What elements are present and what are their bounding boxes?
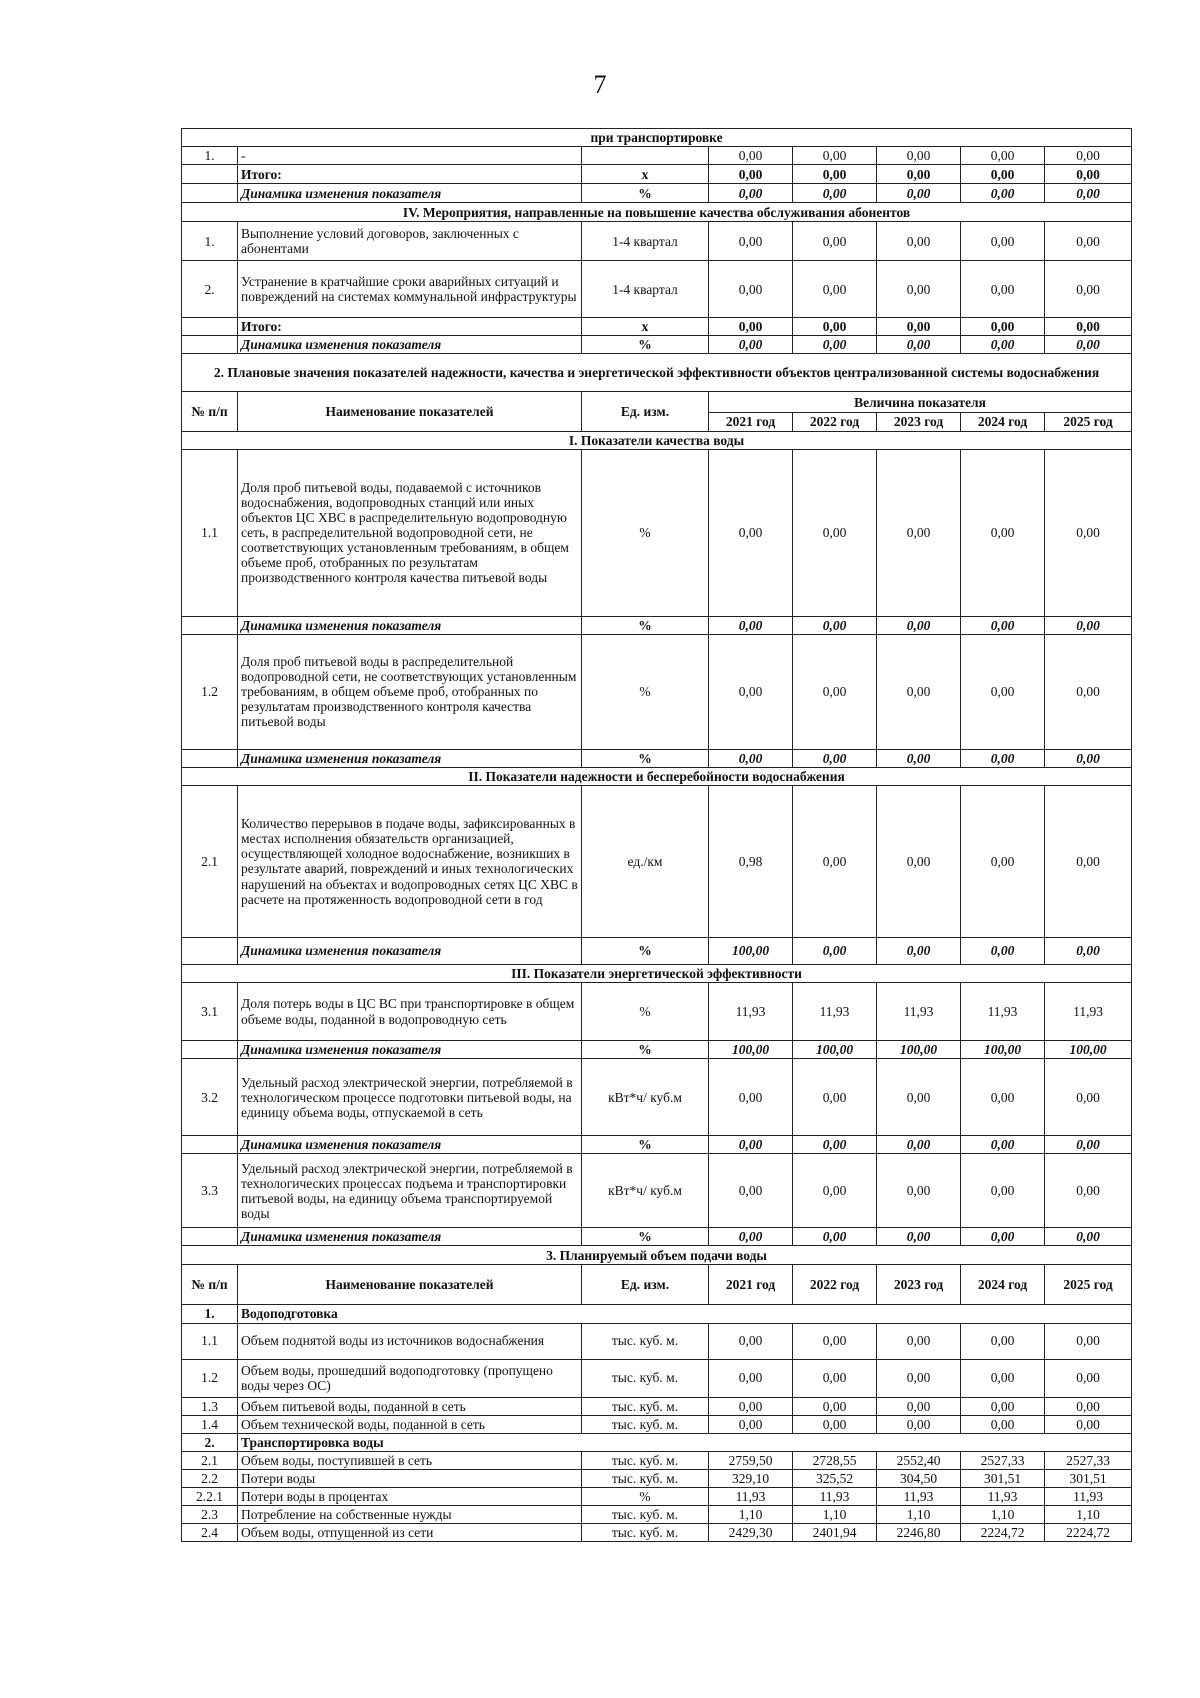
table-row <box>182 1415 1132 1433</box>
value-cell: 0,00 <box>961 222 1045 261</box>
value-cell: 0,00 <box>793 147 877 165</box>
value-cell: 0,00 <box>961 634 1045 749</box>
row-number: 2. <box>182 1433 238 1451</box>
value-cell: 0,00 <box>793 261 877 318</box>
table-row <box>182 129 1132 147</box>
value-cell: 0,00 <box>709 165 793 184</box>
row-unit: ед./км <box>582 785 709 937</box>
value-cell: 0,00 <box>961 937 1045 964</box>
row-name: - <box>238 147 582 165</box>
header-year: 2024 год <box>961 1265 1045 1305</box>
section-heading: II. Показатели надежности и бесперебойности водоснабжения <box>182 767 1132 785</box>
row-unit: % <box>582 749 709 767</box>
page-number: 7 <box>593 70 607 99</box>
header-year: 2022 год <box>793 1265 877 1305</box>
value-cell: 2527,33 <box>1045 1451 1132 1469</box>
value-cell: 0,00 <box>961 336 1045 354</box>
value-cell: 0,00 <box>709 147 793 165</box>
row-name: Выполнение условий договоров, заключенных с абонентами <box>238 222 582 261</box>
row-number <box>182 165 238 184</box>
row-name: Динамика изменения показателя <box>238 184 582 203</box>
value-cell: 100,00 <box>961 1041 1045 1059</box>
header-year: 2025 год <box>1045 1265 1132 1305</box>
indicators-table <box>181 128 1132 1542</box>
table-row <box>182 1323 1132 1359</box>
value-cell: 304,50 <box>877 1469 961 1487</box>
value-cell: 301,51 <box>1045 1469 1132 1487</box>
value-cell: 0,00 <box>1045 785 1132 937</box>
header-no: № п/п <box>182 1265 238 1305</box>
value-cell: 0,00 <box>793 1415 877 1433</box>
value-cell: 0,00 <box>709 184 793 203</box>
row-unit: % <box>582 1488 709 1506</box>
value-cell: 1,10 <box>877 1506 961 1524</box>
value-cell: 0,00 <box>961 1059 1045 1136</box>
row-unit: тыс. куб. м. <box>582 1469 709 1487</box>
header-year: 2021 год <box>709 413 793 431</box>
header-no: № п/п <box>182 392 238 431</box>
row-unit: тыс. куб. м. <box>582 1451 709 1469</box>
value-cell: 1,10 <box>1045 1506 1132 1524</box>
row-unit: х <box>582 318 709 336</box>
value-cell: 0,00 <box>709 261 793 318</box>
header-unit: Ед. изм. <box>582 392 709 431</box>
value-cell: 0,00 <box>961 1397 1045 1415</box>
row-name: Динамика изменения показателя <box>238 1041 582 1059</box>
row-unit: % <box>582 937 709 964</box>
header-year: 2025 год <box>1045 413 1132 431</box>
table-title: 2. Плановые значения показателей надежности, качества и энергетической эффективности объектов централизованной системы водоснабжения <box>182 354 1132 392</box>
table-row <box>182 634 1132 749</box>
value-cell: 0,00 <box>877 1228 961 1246</box>
value-cell: 0,00 <box>793 449 877 616</box>
row-number: 1. <box>182 1305 238 1323</box>
row-number: 3.2 <box>182 1059 238 1136</box>
value-cell: 0,00 <box>1045 1323 1132 1359</box>
table-row <box>182 983 1132 1041</box>
row-name: Динамика изменения показателя <box>238 1136 582 1154</box>
table-row <box>182 354 1132 392</box>
row-unit: % <box>582 634 709 749</box>
value-cell: 0,00 <box>961 1415 1045 1433</box>
value-cell: 0,00 <box>877 1397 961 1415</box>
value-cell: 0,00 <box>1045 634 1132 749</box>
group-heading: Водоподготовка <box>238 1305 1132 1323</box>
table-row <box>182 1305 1132 1323</box>
table-row <box>182 749 1132 767</box>
row-name: Устранение в кратчайшие сроки аварийных ситуаций и повреждений на системах коммунальной инфраструктуры <box>238 261 582 318</box>
row-name: Потребление на собственные нужды <box>238 1506 582 1524</box>
value-cell: 0,00 <box>793 222 877 261</box>
value-cell: 11,93 <box>877 1488 961 1506</box>
value-cell: 0,00 <box>877 634 961 749</box>
value-cell: 0,00 <box>961 1323 1045 1359</box>
value-cell: 0,00 <box>709 1323 793 1359</box>
header-name: Наименование показателей <box>238 392 582 431</box>
value-cell: 2728,55 <box>793 1451 877 1469</box>
value-cell: 0,00 <box>709 1059 793 1136</box>
row-unit: х <box>582 165 709 184</box>
row-number <box>182 1136 238 1154</box>
table-row <box>182 767 1132 785</box>
row-number: 1. <box>182 222 238 261</box>
value-cell: 0,98 <box>709 785 793 937</box>
section-heading: I. Показатели качества воды <box>182 431 1132 449</box>
value-cell: 0,00 <box>877 785 961 937</box>
value-cell: 0,00 <box>877 184 961 203</box>
value-cell: 0,00 <box>793 785 877 937</box>
table-row <box>182 261 1132 318</box>
value-cell: 1,10 <box>709 1506 793 1524</box>
header-year: 2023 год <box>877 413 961 431</box>
value-cell: 301,51 <box>961 1469 1045 1487</box>
table-row <box>182 165 1132 184</box>
value-cell: 0,00 <box>1045 449 1132 616</box>
value-cell: 0,00 <box>1045 1059 1132 1136</box>
row-number <box>182 336 238 354</box>
row-unit: % <box>582 1228 709 1246</box>
header-year: 2021 год <box>709 1265 793 1305</box>
section-heading: IV. Мероприятия, направленные на повышение качества обслуживания абонентов <box>182 203 1132 222</box>
value-cell: 329,10 <box>709 1469 793 1487</box>
table-row <box>182 336 1132 354</box>
row-name: Удельный расход электрической энергии, потребляемой в технологических процессах подъема и транспортировки питьевой воды, на единицу объема транспортируемой воды <box>238 1154 582 1228</box>
table-row <box>182 785 1132 937</box>
group-heading: Транспортировка воды <box>238 1433 1132 1451</box>
value-cell: 0,00 <box>961 1359 1045 1397</box>
value-cell: 11,93 <box>1045 1488 1132 1506</box>
value-cell: 0,00 <box>1045 184 1132 203</box>
row-unit: кВт*ч/ куб.м <box>582 1154 709 1228</box>
value-cell: 0,00 <box>793 1059 877 1136</box>
row-unit: % <box>582 616 709 634</box>
value-cell: 0,00 <box>793 1397 877 1415</box>
value-cell: 100,00 <box>793 1041 877 1059</box>
value-cell: 0,00 <box>1045 749 1132 767</box>
value-cell: 0,00 <box>877 749 961 767</box>
row-number: 2.1 <box>182 785 238 937</box>
value-cell: 0,00 <box>793 165 877 184</box>
table-row <box>182 203 1132 222</box>
table-row <box>182 964 1132 982</box>
row-number: 2.2 <box>182 1469 238 1487</box>
row-name: Динамика изменения показателя <box>238 1228 582 1246</box>
value-cell: 2224,72 <box>1045 1524 1132 1542</box>
value-cell: 0,00 <box>1045 261 1132 318</box>
row-name: Объем технической воды, поданной в сеть <box>238 1415 582 1433</box>
table-row <box>182 1433 1132 1451</box>
value-cell: 11,93 <box>961 983 1045 1041</box>
value-cell: 100,00 <box>877 1041 961 1059</box>
row-name: Доля потерь воды в ЦС ВС при транспортировке в общем объеме воды, поданной в водопроводную сеть <box>238 983 582 1041</box>
value-cell: 0,00 <box>793 1359 877 1397</box>
row-unit: % <box>582 1041 709 1059</box>
row-number: 1.2 <box>182 634 238 749</box>
table-row <box>182 449 1132 616</box>
row-number: 3.1 <box>182 983 238 1041</box>
value-cell: 0,00 <box>1045 1136 1132 1154</box>
row-number: 2.1 <box>182 1451 238 1469</box>
row-name: Объем воды, поступившей в сеть <box>238 1451 582 1469</box>
row-number <box>182 318 238 336</box>
row-number: 2.3 <box>182 1506 238 1524</box>
table-row <box>182 222 1132 261</box>
header-year: 2023 год <box>877 1265 961 1305</box>
value-cell: 0,00 <box>1045 1228 1132 1246</box>
row-name: Удельный расход электрической энергии, потребляемой в технологическом процессе подготовки питьевой воды, на единицу объема воды, отпускаемой в сеть <box>238 1059 582 1136</box>
value-cell: 0,00 <box>793 318 877 336</box>
value-cell: 0,00 <box>793 1154 877 1228</box>
value-cell: 0,00 <box>1045 1359 1132 1397</box>
value-cell: 0,00 <box>877 222 961 261</box>
row-name: Потери воды <box>238 1469 582 1487</box>
value-cell: 0,00 <box>793 1228 877 1246</box>
header-year: 2022 год <box>793 413 877 431</box>
value-cell: 0,00 <box>1045 1415 1132 1433</box>
value-cell: 0,00 <box>793 184 877 203</box>
row-number <box>182 1228 238 1246</box>
row-unit: тыс. куб. м. <box>582 1323 709 1359</box>
row-unit: % <box>582 449 709 616</box>
value-cell: 0,00 <box>877 1323 961 1359</box>
value-cell: 0,00 <box>877 937 961 964</box>
row-number: 1.1 <box>182 1323 238 1359</box>
value-cell: 11,93 <box>961 1488 1045 1506</box>
value-cell: 0,00 <box>1045 147 1132 165</box>
row-number: 1.3 <box>182 1397 238 1415</box>
value-cell: 0,00 <box>877 449 961 616</box>
value-cell: 0,00 <box>793 749 877 767</box>
row-name: Объем воды, прошедший водоподготовку (пропущено воды через ОС) <box>238 1359 582 1397</box>
header-name: Наименование показателей <box>238 1265 582 1305</box>
table-row <box>182 1524 1132 1542</box>
row-name: Итого: <box>238 165 582 184</box>
value-cell: 0,00 <box>961 165 1045 184</box>
value-cell: 0,00 <box>961 261 1045 318</box>
row-number <box>182 937 238 964</box>
value-cell: 0,00 <box>961 749 1045 767</box>
table-row <box>182 1246 1132 1265</box>
row-number: 2. <box>182 261 238 318</box>
row-name: Потери воды в процентах <box>238 1488 582 1506</box>
row-number <box>182 1041 238 1059</box>
value-cell: 0,00 <box>709 1154 793 1228</box>
table-row <box>182 1228 1132 1246</box>
value-cell: 0,00 <box>709 1359 793 1397</box>
value-cell: 100,00 <box>1045 1041 1132 1059</box>
value-cell: 0,00 <box>709 1397 793 1415</box>
row-unit: тыс. куб. м. <box>582 1359 709 1397</box>
value-cell: 0,00 <box>961 318 1045 336</box>
header-unit: Ед. изм. <box>582 1265 709 1305</box>
table-row <box>182 937 1132 964</box>
value-cell: 0,00 <box>1045 937 1132 964</box>
value-cell: 100,00 <box>709 937 793 964</box>
value-cell: 0,00 <box>793 336 877 354</box>
value-cell: 0,00 <box>877 261 961 318</box>
value-cell: 2401,94 <box>793 1524 877 1542</box>
value-cell: 0,00 <box>793 1136 877 1154</box>
row-number <box>182 749 238 767</box>
table-row <box>182 1059 1132 1136</box>
value-cell: 0,00 <box>877 1154 961 1228</box>
value-cell: 11,93 <box>793 1488 877 1506</box>
row-unit: тыс. куб. м. <box>582 1524 709 1542</box>
table-row <box>182 431 1132 449</box>
value-cell: 0,00 <box>877 147 961 165</box>
value-cell: 0,00 <box>793 1323 877 1359</box>
row-name: Объем поднятой воды из источников водоснабжения <box>238 1323 582 1359</box>
value-cell: 0,00 <box>709 449 793 616</box>
value-cell: 0,00 <box>961 616 1045 634</box>
row-name: Динамика изменения показателя <box>238 336 582 354</box>
value-cell: 1,10 <box>961 1506 1045 1524</box>
value-cell: 0,00 <box>877 165 961 184</box>
value-cell: 0,00 <box>709 1228 793 1246</box>
row-number <box>182 184 238 203</box>
row-unit: тыс. куб. м. <box>582 1415 709 1433</box>
value-cell: 0,00 <box>961 785 1045 937</box>
section-heading: III. Показатели энергетической эффективности <box>182 964 1132 982</box>
row-number: 1. <box>182 147 238 165</box>
row-unit: % <box>582 1136 709 1154</box>
table-row <box>182 1488 1132 1506</box>
table-row <box>182 318 1132 336</box>
row-name: Доля проб питьевой воды, подаваемой с источников водоснабжения, водопроводных станций или иных объектов ЦС ХВС в распределительную водопроводную сеть, в распределительной водопроводной сети, не соответствующих установленным требованиям, в общем объеме проб, отобранных по результатам производственного контроля качества питьевой воды <box>238 449 582 616</box>
row-name: Динамика изменения показателя <box>238 749 582 767</box>
table-row <box>182 1469 1132 1487</box>
value-cell: 1,10 <box>793 1506 877 1524</box>
row-number: 3.3 <box>182 1154 238 1228</box>
table-row <box>182 1359 1132 1397</box>
value-cell: 0,00 <box>709 318 793 336</box>
value-cell: 2429,30 <box>709 1524 793 1542</box>
value-cell: 11,93 <box>709 983 793 1041</box>
value-cell: 0,00 <box>709 634 793 749</box>
value-cell: 0,00 <box>961 1228 1045 1246</box>
value-cell: 0,00 <box>1045 1154 1132 1228</box>
table-row <box>182 1136 1132 1154</box>
value-cell: 0,00 <box>793 937 877 964</box>
value-cell: 0,00 <box>961 147 1045 165</box>
value-cell: 0,00 <box>1045 318 1132 336</box>
table-row <box>182 1265 1132 1305</box>
row-number: 1.4 <box>182 1415 238 1433</box>
value-cell: 0,00 <box>1045 1397 1132 1415</box>
value-cell: 0,00 <box>961 1154 1045 1228</box>
value-cell: 0,00 <box>793 634 877 749</box>
row-unit: тыс. куб. м. <box>582 1397 709 1415</box>
value-cell: 0,00 <box>1045 616 1132 634</box>
value-cell: 2246,80 <box>877 1524 961 1542</box>
value-cell: 0,00 <box>709 749 793 767</box>
row-name: Объем воды, отпущенной из сети <box>238 1524 582 1542</box>
row-name: Итого: <box>238 318 582 336</box>
row-unit: % <box>582 184 709 203</box>
table-row <box>182 1506 1132 1524</box>
value-cell: 0,00 <box>877 1136 961 1154</box>
value-cell: 0,00 <box>709 1136 793 1154</box>
value-cell: 325,52 <box>793 1469 877 1487</box>
section-heading: при транспортировке <box>182 129 1132 147</box>
row-unit: кВт*ч/ куб.м <box>582 1059 709 1136</box>
value-cell: 11,93 <box>793 983 877 1041</box>
value-cell: 11,93 <box>1045 983 1132 1041</box>
value-cell: 11,93 <box>709 1488 793 1506</box>
row-name: Объем питьевой воды, поданной в сеть <box>238 1397 582 1415</box>
row-number: 1.1 <box>182 449 238 616</box>
row-name: Динамика изменения показателя <box>238 937 582 964</box>
value-cell: 0,00 <box>877 336 961 354</box>
row-number: 2.2.1 <box>182 1488 238 1506</box>
value-cell: 0,00 <box>877 1059 961 1136</box>
header-year: 2024 год <box>961 413 1045 431</box>
value-cell: 0,00 <box>709 1415 793 1433</box>
table-row <box>182 147 1132 165</box>
row-unit: % <box>582 336 709 354</box>
value-cell: 0,00 <box>961 449 1045 616</box>
row-unit: 1-4 квартал <box>582 261 709 318</box>
value-cell: 0,00 <box>877 1415 961 1433</box>
value-cell: 0,00 <box>961 1136 1045 1154</box>
row-unit: 1-4 квартал <box>582 222 709 261</box>
row-number: 1.2 <box>182 1359 238 1397</box>
value-cell: 0,00 <box>1045 336 1132 354</box>
value-cell: 100,00 <box>709 1041 793 1059</box>
value-cell: 0,00 <box>709 616 793 634</box>
value-cell: 2224,72 <box>961 1524 1045 1542</box>
value-cell: 0,00 <box>1045 222 1132 261</box>
row-number: 2.4 <box>182 1524 238 1542</box>
value-cell: 0,00 <box>793 616 877 634</box>
row-name: Динамика изменения показателя <box>238 616 582 634</box>
row-number <box>182 616 238 634</box>
table-row <box>182 1041 1132 1059</box>
header-value: Величина показателя <box>709 392 1132 413</box>
value-cell: 2759,50 <box>709 1451 793 1469</box>
row-unit: тыс. куб. м. <box>582 1506 709 1524</box>
table-row <box>182 184 1132 203</box>
value-cell: 0,00 <box>709 336 793 354</box>
value-cell: 11,93 <box>877 983 961 1041</box>
value-cell: 0,00 <box>961 184 1045 203</box>
table-row <box>182 1154 1132 1228</box>
value-cell: 2552,40 <box>877 1451 961 1469</box>
value-cell: 0,00 <box>877 318 961 336</box>
table-row <box>182 392 1132 413</box>
table-row <box>182 1451 1132 1469</box>
value-cell: 0,00 <box>709 222 793 261</box>
value-cell: 0,00 <box>1045 165 1132 184</box>
value-cell: 0,00 <box>877 1359 961 1397</box>
value-cell: 2527,33 <box>961 1451 1045 1469</box>
value-cell: 0,00 <box>877 616 961 634</box>
row-unit: % <box>582 983 709 1041</box>
row-name: Количество перерывов в подаче воды, зафиксированных в местах исполнения обязательств организацией, осуществляющей холодное водоснабжение, возникших в результате аварий, повреждений и иных технологических нарушений на объектах и водопроводных сетях ЦС ХВС в расчете на протяженность водопроводной сети в год <box>238 785 582 937</box>
table-title: 3. Планируемый объем подачи воды <box>182 1246 1132 1265</box>
row-unit <box>582 147 709 165</box>
table-row <box>182 1397 1132 1415</box>
row-name: Доля проб питьевой воды в распределительной водопроводной сети, не соответствующих установленным требованиям, в общем объеме проб, отобранных по результатам производственного контроля качества питьевой воды <box>238 634 582 749</box>
table-row <box>182 616 1132 634</box>
